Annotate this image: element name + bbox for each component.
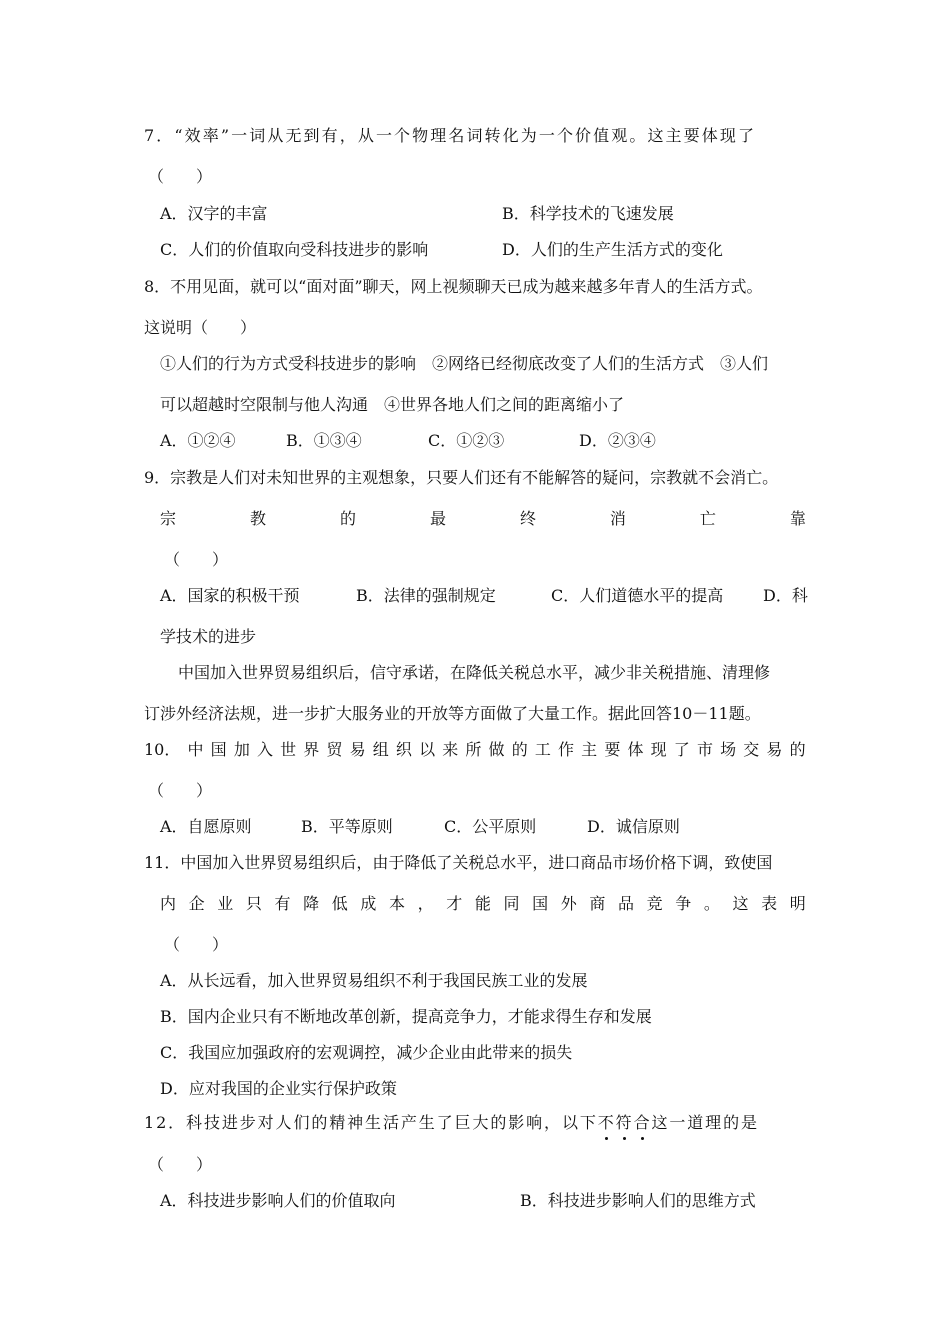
question-11-char: 明	[789, 894, 806, 913]
question-11-char: 降	[303, 894, 320, 913]
question-9-tail-char: 消	[609, 509, 626, 528]
question-11-stem-continued	[160, 894, 806, 914]
question-10-char: 织	[395, 740, 412, 759]
passage-line-2: 订涉外经济法规，进一步扩大服务业的开放等方面做了大量工作。据此回答10－11题。	[144, 704, 761, 723]
question-10-char: 界	[303, 740, 320, 759]
question-11-char: 同	[503, 894, 520, 913]
question-12-option-b: B．科技进步影响人们的思维方式	[520, 1191, 756, 1210]
question-10-char: 场	[720, 740, 737, 759]
question-9-tail-char: 最	[429, 509, 446, 528]
question-9-stem: 9．宗教是人们对未知世界的主观想象，只要人们还有不能解答的疑问，宗教就不会消亡。	[144, 468, 779, 487]
question-10-char: 来	[442, 740, 459, 759]
question-10-option-b: B．平等原则	[301, 817, 393, 836]
question-10-char: 要	[604, 740, 621, 759]
question-11-char: 品	[618, 894, 635, 913]
question-11-char: 有	[274, 894, 291, 913]
question-10-char: 现	[650, 740, 667, 759]
question-11-char: 国	[532, 894, 549, 913]
question-11-char: 能	[474, 894, 491, 913]
question-10-option-a: A．自愿原则	[160, 817, 252, 836]
emphasis-char: 不	[597, 1113, 616, 1132]
question-11-char: 成	[360, 894, 377, 913]
question-10-char: 中	[187, 740, 204, 759]
question-9-tail-char: 宗	[160, 509, 177, 528]
question-7-stem: 7．“效率”一词从无到有，从一个物理名词转化为一个价值观。这主要体现了	[144, 126, 757, 145]
question-11-char: 竞	[646, 894, 663, 913]
question-11-option-a: A．从长远看，加入世界贸易组织不利于我国民族工业的发展	[160, 971, 588, 990]
question-10-char: 了	[673, 740, 690, 759]
question-11-char: 商	[589, 894, 606, 913]
question-7-option-d: D．人们的生产生活方式的变化	[502, 240, 723, 259]
question-11-char: ，	[417, 894, 434, 913]
question-11-char: 低	[331, 894, 348, 913]
question-10-char: 作	[558, 740, 575, 759]
question-10-char: 所	[465, 740, 482, 759]
question-11-char: 业	[217, 894, 234, 913]
question-8-option-d: D．②③④	[579, 431, 656, 450]
question-10-option-d: D．诚信原则	[587, 817, 680, 836]
question-7-option-c: C．人们的价值取向受科技进步的影响	[160, 240, 429, 259]
question-9-option-b: B．法律的强制规定	[356, 586, 496, 605]
question-10-char: 主	[581, 740, 598, 759]
question-8-stem-continued: 这说明（ ）	[144, 318, 257, 337]
question-8-statements-line-2: 可以超越时空限制与他人沟通 ④世界各地人们之间的距离缩小了	[160, 395, 625, 414]
question-10-char: 世	[280, 740, 297, 759]
emphasis-char: 符	[615, 1113, 634, 1132]
question-9-option-d-continued: 学技术的进步	[160, 627, 257, 646]
question-9-tail-char: 的	[339, 509, 356, 528]
question-7-answer-paren: （ ）	[148, 167, 213, 186]
question-10-char: 易	[766, 740, 783, 759]
question-10-number: 10．	[144, 740, 181, 759]
question-10-char: 交	[743, 740, 760, 759]
question-8-option-b: B．①③④	[286, 431, 362, 450]
question-7-option-a: A．汉字的丰富	[160, 204, 268, 223]
question-9-option-c: C．人们道德水平的提高	[551, 586, 724, 605]
question-9-tail-char: 靠	[789, 509, 806, 528]
question-11-char: 表	[761, 894, 778, 913]
question-11-char: 内	[160, 894, 177, 913]
question-10-char: 贸	[326, 740, 343, 759]
question-7-option-b: B．科学技术的飞速发展	[502, 204, 674, 223]
question-11-option-d: D．应对我国的企业实行保护政策	[160, 1079, 397, 1098]
question-10-char: 组	[372, 740, 389, 759]
question-11-char: 才	[446, 894, 463, 913]
question-12-stem-before: 12．科技进步对人们的精神生活产生了巨大的影响，以下	[144, 1113, 598, 1132]
question-10-char: 入	[256, 740, 273, 759]
question-9-option-a: A．国家的积极干预	[160, 586, 300, 605]
question-11-char: 只	[245, 894, 262, 913]
question-10-char: 易	[349, 740, 366, 759]
question-11-char: 这	[732, 894, 749, 913]
question-12-option-a: A．科技进步影响人们的价值取向	[160, 1191, 396, 1210]
question-10-char: 加	[233, 740, 250, 759]
question-10-stem	[144, 740, 806, 760]
question-10-char: 市	[696, 740, 713, 759]
question-12-stem-after: 这一道理的是	[651, 1113, 759, 1132]
question-10-char: 的	[789, 740, 806, 759]
question-11-char: 本	[389, 894, 406, 913]
question-9-option-d: D．科	[763, 586, 808, 605]
question-9-stem-tail	[160, 509, 806, 529]
question-10-char: 以	[419, 740, 436, 759]
question-8-option-c: C．①②③	[428, 431, 505, 450]
question-11-option-c: C．我国应加强政府的宏观调控，减少企业由此带来的损失	[160, 1043, 573, 1062]
question-9-tail-char: 教	[249, 509, 266, 528]
question-9-tail-char: 亡	[699, 509, 716, 528]
question-10-char: 体	[627, 740, 644, 759]
question-10-char: 国	[210, 740, 227, 759]
question-9-tail-char: 终	[519, 509, 536, 528]
question-8-option-a: A．①②④	[160, 431, 236, 450]
question-10-char: 工	[534, 740, 551, 759]
question-11-char: 。	[703, 894, 720, 913]
question-11-char: 企	[188, 894, 205, 913]
question-11-option-b: B．国内企业只有不断地改革创新，提高竞争力，才能求得生存和发展	[160, 1007, 652, 1026]
question-10-answer-paren: （ ）	[148, 781, 213, 800]
question-10-char: 做	[488, 740, 505, 759]
question-12-answer-paren: （ ）	[148, 1155, 213, 1174]
passage-line-1: 中国加入世界贸易组织后，信守承诺，在降低关税总水平，减少非关税措施、清理修	[178, 663, 771, 682]
question-11-char: 争	[675, 894, 692, 913]
question-10-option-c: C．公平原则	[444, 817, 537, 836]
question-12-stem	[144, 1113, 759, 1133]
question-11-stem: 11．中国加入世界贸易组织后，由于降低了关税总水平，进口商品市场价格下调，致使国	[144, 853, 773, 872]
question-8-statements-line-1: ①人们的行为方式受科技进步的影响 ②网络已经彻底改变了人们的生活方式 ③人们	[160, 354, 769, 373]
question-9-answer-paren: （ ）	[164, 550, 229, 569]
emphasis-char: 合	[633, 1113, 652, 1132]
question-11-answer-paren: （ ）	[164, 935, 229, 954]
question-8-stem: 8．不用见面，就可以“面对面”聊天，网上视频聊天已成为越来越多年青人的生活方式。	[144, 277, 763, 296]
question-11-char: 外	[560, 894, 577, 913]
question-10-char: 的	[511, 740, 528, 759]
